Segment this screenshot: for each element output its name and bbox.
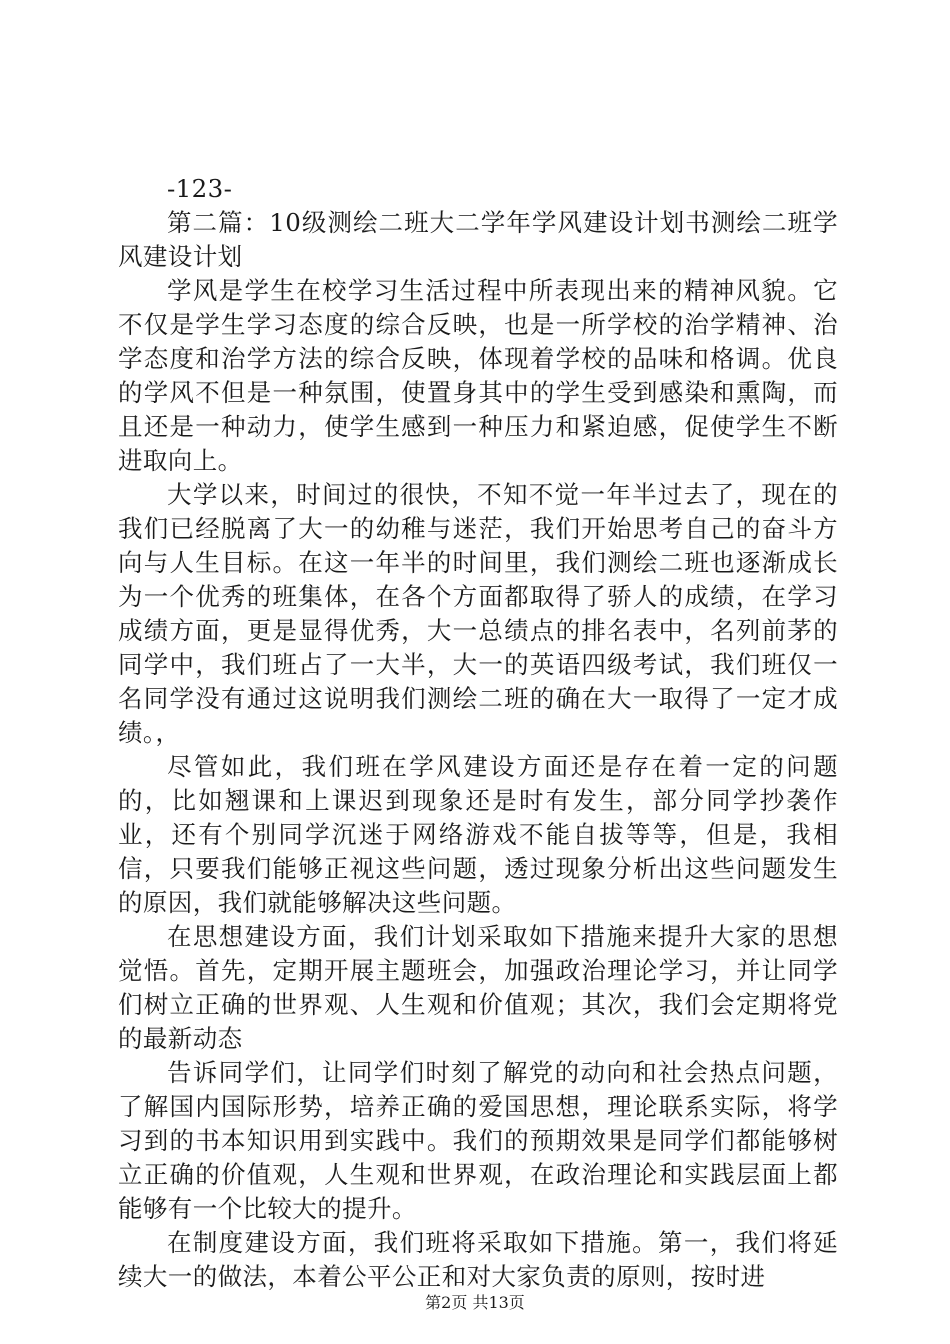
paragraph: 在制度建设方面，我们班将采取如下措施。第一，我们将延续大一的做法，本着公平公正和对大家负责的原则，按时进	[118, 1228, 838, 1291]
document-title: 第二篇：10级测绘二班大二学年学风建设计划书测绘二班学风建设计划	[118, 208, 838, 271]
document-body	[118, 172, 838, 1294]
paragraph: 告诉同学们，让同学们时刻了解党的动向和社会热点问题，了解国内国际形势，培养正确的爱国思想，理论联系实际，将学习到的书本知识用到实践中。我们的预期效果是同学们都能够树立正确的价值观，人生观和世界观，在政治理论和实践层面上都能够有一个比较大的提升。	[118, 1058, 838, 1223]
page-footer: 第2页 共13页	[425, 1293, 525, 1312]
paragraph: 在思想建设方面，我们计划采取如下措施来提升大家的思想觉悟。首先，定期开展主题班会，加强政治理论学习，并让同学们树立正确的世界观、人生观和价值观；其次，我们会定期将党的最新动态	[118, 922, 838, 1053]
paragraph: 大学以来，时间过的很快，不知不觉一年半过去了，现在的我们已经脱离了大一的幼稚与迷茫，我们开始思考自己的奋斗方向与人生目标。在这一年半的时间里，我们测绘二班也逐渐成长为一个优秀的班集体，在各个方面都取得了骄人的成绩，在学习成绩方面，更是显得优秀，大一总绩点的排名表中，名列前茅的同学中，我们班占了一大半，大一的英语四级考试，我们班仅一名同学没有通过这说明我们测绘二班的确在大一取得了一定才成绩。，	[118, 480, 838, 747]
paragraph: 尽管如此，我们班在学风建设方面还是存在着一定的问题的，比如翘课和上课迟到现象还是时有发生，部分同学抄袭作业，还有个别同学沉迷于网络游戏不能自拔等等，但是，我相信，只要我们能够正视这些问题，透过现象分析出这些问题发生的原因，我们就能够解决这些问题。	[118, 752, 838, 917]
paragraph: 学风是学生在校学习生活过程中所表现出来的精神风貌。它不仅是学生学习态度的综合反映，也是一所学校的治学精神、治学态度和治学方法的综合反映，体现着学校的品味和格调。优良的学风不但是一种氛围，使置身其中的学生受到感染和熏陶，而且还是一种动力，使学生感到一种压力和紧迫感，促使学生不断进取向上。	[118, 276, 838, 475]
page-marker: -123-	[167, 174, 233, 203]
